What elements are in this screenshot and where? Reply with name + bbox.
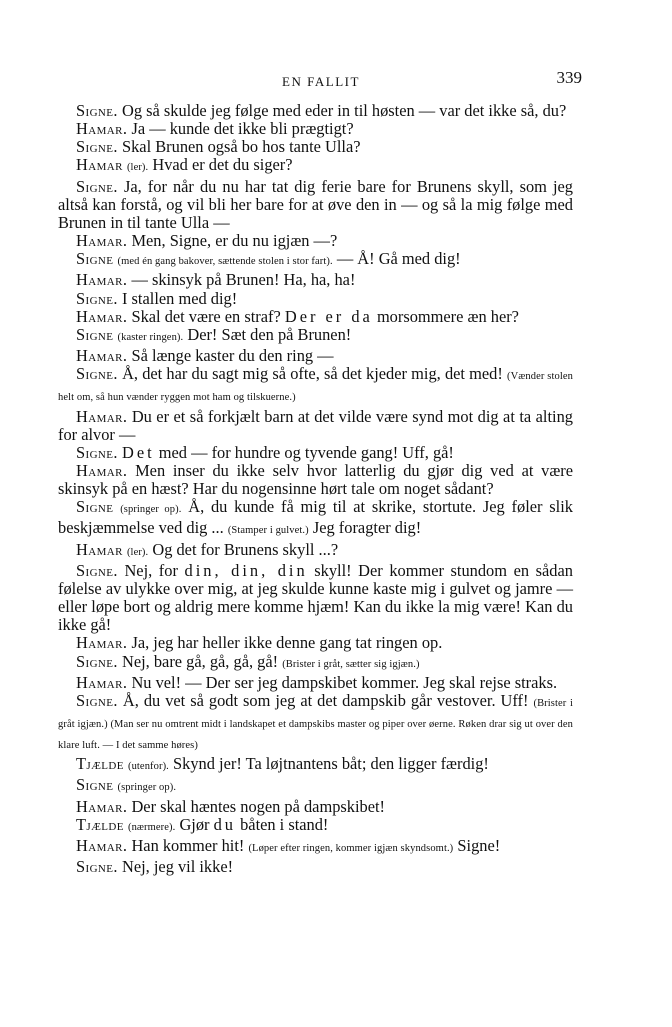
- emphasis-text: Der er da: [284, 306, 373, 326]
- speech-paragraph: [58, 408, 573, 444]
- speaker-name: Signe.: [76, 857, 118, 877]
- speech-paragraph: [58, 634, 573, 652]
- stage-direction: (nærmere).: [127, 821, 176, 833]
- speech-text: Men, Signe, er du nu igjæn —?: [131, 231, 338, 251]
- speech-paragraph: [58, 837, 573, 858]
- speaker-name: Hamar.: [76, 306, 128, 326]
- speech-paragraph: [58, 541, 573, 562]
- speech-text: Nej, for: [124, 560, 178, 580]
- stage-direction: (Stamper i gulvet.): [227, 525, 309, 537]
- speech-text: Jeg foragter dig!: [312, 518, 422, 538]
- emphasis-text: din, din, din: [184, 560, 308, 580]
- running-title: EN FALLIT: [282, 74, 360, 89]
- speaker-name: Hamar.: [76, 672, 128, 692]
- speech-text: Skal det være en straf?: [131, 306, 281, 326]
- dialogue-text: [58, 102, 573, 876]
- stage-direction: (Brister i gråt igjæn.) (Man ser nu omtrent midt i landskapet et dampskibs master og piper over øerne. Røken drar sig ut over den klare luft. — I det samme høres): [58, 697, 573, 752]
- speech-text: Han kommer hit!: [131, 835, 245, 855]
- speech-paragraph: [58, 365, 573, 407]
- speech-paragraph: [58, 674, 573, 692]
- speaker-name: Hamar.: [76, 835, 128, 855]
- speech-text: Skynd jer! Ta løjtnantens båt; den ligger færdig!: [173, 754, 489, 774]
- speaker-name: Signe.: [76, 690, 118, 710]
- speech-paragraph: [58, 562, 573, 635]
- speaker-name: Signe: [76, 324, 114, 344]
- emphasis-text: du: [213, 814, 236, 834]
- speaker-name: Signe.: [76, 560, 118, 580]
- speech-text: Der! Sæt den på Brunen!: [187, 324, 352, 344]
- speaker-name: Signe: [76, 497, 114, 517]
- speech-paragraph: [58, 444, 573, 462]
- speaker-name: Signe.: [76, 442, 118, 462]
- speech-paragraph: [58, 858, 573, 876]
- speech-text: Å, du vet så godt som jeg at det dampskib går vestover. Uff!: [122, 690, 529, 710]
- speaker-name: Hamar.: [76, 119, 128, 139]
- speaker-name: Signe.: [76, 137, 118, 157]
- speech-paragraph: [58, 653, 573, 674]
- speaker-name: Hamar.: [76, 406, 128, 426]
- speech-text: I stallen med dig!: [122, 288, 238, 308]
- speech-text: Å, du kunde få mig til at skrike, stortute. Jeg føler slik beskjæmmelse ved dig ...: [58, 497, 573, 538]
- speech-text: Ja — kunde det ikke bli prægtigt?: [131, 119, 354, 139]
- speech-text: Hvad er det du siger?: [152, 155, 293, 175]
- speech-text: Og så skulde jeg følge med eder in til høsten — var det ikke så, du?: [122, 101, 567, 120]
- speech-text: Signe!: [457, 835, 501, 855]
- stage-direction: (Løper efter ringen, kommer igjæn skyndsomt.): [248, 842, 454, 854]
- emphasis-text: Det: [122, 442, 155, 462]
- stage-direction: (ler).: [126, 162, 149, 174]
- speaker-name: Hamar.: [76, 270, 128, 290]
- speech-paragraph: [58, 290, 573, 308]
- speaker-name: Signe.: [76, 288, 118, 308]
- speaker-name: Signe: [76, 249, 114, 269]
- speech-paragraph: [58, 102, 573, 120]
- page-header: [60, 68, 582, 92]
- speaker-name: Signe.: [76, 651, 118, 671]
- speech-text: skyll! Der kommer stundom en sådan følelse av ulykke over mig, at jeg skulde kunne kaste mig i gulvet og jamre — eller løpe bort og aldrig mere komme hjæm! Kan du ikke la mig være! Kan du ikke gå!: [58, 560, 573, 635]
- speech-text: Ja, for når du nu har tat dig ferie bare for Brunens skyll, som jeg altså kan forstå, og vil bli her bare for at øve den in — og så la mig følge med Brunen in til tante Ulla —: [58, 176, 573, 232]
- speaker-name: Hamar.: [76, 231, 128, 251]
- speech-paragraph: [58, 156, 573, 177]
- speech-text: Å, det har du sagt mig så ofte, så det kjeder mig, det med!: [122, 364, 503, 384]
- speaker-name: Tjælde: [76, 754, 124, 774]
- speech-text: båten i stand!: [240, 814, 329, 834]
- stage-direction: (utenfor).: [127, 761, 169, 773]
- speech-paragraph: [58, 347, 573, 365]
- speech-text: Ja, jeg har heller ikke denne gang tat ringen op.: [131, 633, 443, 653]
- speaker-name: Hamar.: [76, 346, 128, 366]
- stage-direction: (kaster ringen).: [117, 331, 184, 343]
- stage-direction: (springer op).: [120, 504, 182, 516]
- speaker-name: Hamar: [76, 155, 123, 175]
- speech-paragraph: [58, 178, 573, 232]
- speech-paragraph: [58, 232, 573, 250]
- speech-paragraph: [58, 120, 573, 138]
- speech-paragraph: [58, 462, 573, 498]
- speech-text: Skal Brunen også bo hos tante Ulla?: [122, 137, 361, 157]
- speech-text: Du er et så forkjælt barn at det vilde være synd mot dig at ta alting for alvor —: [58, 406, 573, 444]
- speech-paragraph: [58, 798, 573, 816]
- speaker-name: Signe.: [76, 176, 118, 196]
- speaker-name: Signe.: [76, 364, 118, 384]
- speech-paragraph: [58, 271, 573, 289]
- speech-paragraph: [58, 138, 573, 156]
- speech-paragraph: [58, 308, 573, 326]
- speaker-name: Signe: [76, 775, 114, 795]
- speech-paragraph: [58, 326, 573, 347]
- stage-direction: (ler).: [126, 546, 149, 558]
- speech-text: Og det for Brunens skyll ...?: [152, 539, 339, 559]
- speech-paragraph: [58, 755, 573, 776]
- speech-text: Men inser du ikke selv hvor latterlig du gjør dig ved at være skinsyk på en hæst? Har du nogensinne hørt tale om noget sådant?: [58, 460, 573, 499]
- speaker-name: Tjælde: [76, 814, 124, 834]
- stage-direction: (Brister i gråt, sætter sig igjæn.): [282, 658, 420, 670]
- speaker-name: Hamar: [76, 539, 123, 559]
- speech-text: Så længe kaster du den ring —: [131, 346, 334, 366]
- speech-text: Gjør: [179, 814, 210, 834]
- speech-text: — skinsyk på Brunen! Ha, ha, ha!: [131, 270, 356, 290]
- stage-direction: (springer op).: [117, 782, 177, 794]
- speaker-name: Hamar.: [76, 633, 128, 653]
- speech-text: med — for hundre og tyvende gang! Uff, gå!: [158, 442, 454, 462]
- speech-text: Nej, bare gå, gå, gå, gå!: [122, 651, 279, 671]
- speech-paragraph: [58, 816, 573, 837]
- speech-paragraph: [58, 250, 573, 271]
- stage-direction: (med én gang bakover, sættende stolen i stor fart).: [117, 256, 333, 268]
- speech-text: Der skal hæntes nogen på dampskibet!: [131, 796, 385, 816]
- speech-text: Nu vel! — Der ser jeg dampskibet kommer. Jeg skal rejse straks.: [131, 672, 558, 692]
- speaker-name: Signe.: [76, 101, 118, 120]
- speech-text: morsommere æn her?: [376, 306, 519, 326]
- speech-paragraph: [58, 498, 573, 540]
- speaker-name: Hamar.: [76, 796, 128, 816]
- page-number: 339: [556, 68, 582, 87]
- speaker-name: Hamar.: [76, 460, 128, 480]
- speech-text: — Å! Gå med dig!: [336, 249, 461, 269]
- stage-direction: (Vænder stolen helt om, så hun vænder ryggen mot ham og tilskuerne.): [58, 371, 573, 404]
- speech-paragraph: [58, 692, 573, 755]
- speech-text: Nej, jeg vil ikke!: [122, 857, 234, 877]
- speech-paragraph: [58, 776, 573, 797]
